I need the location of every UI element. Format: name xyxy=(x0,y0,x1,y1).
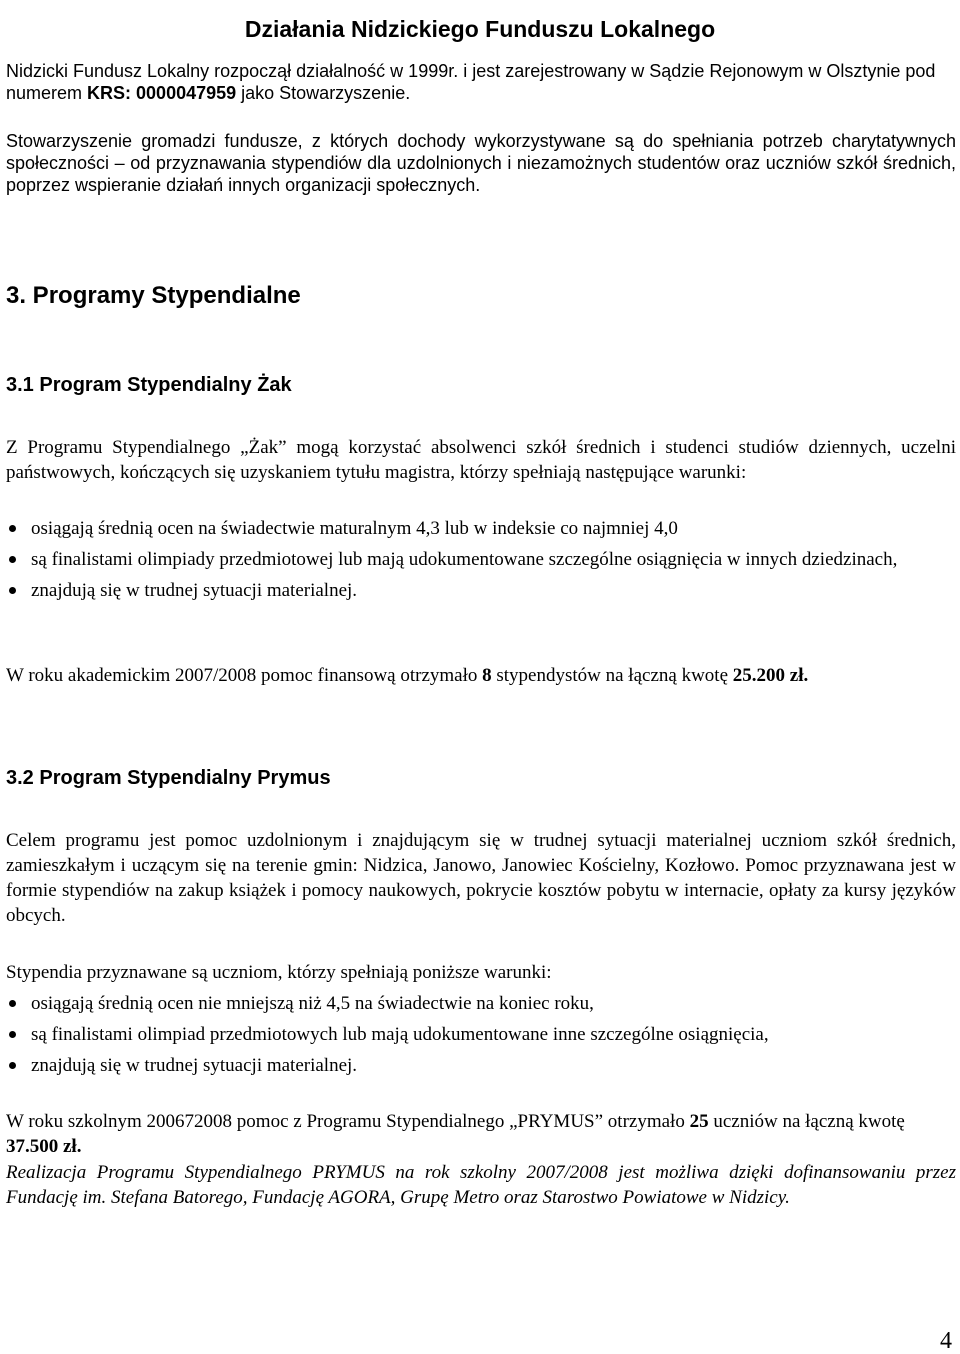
prymus-total-amount: 37.500 zł. xyxy=(6,1136,82,1157)
page-number: 4 xyxy=(940,1328,952,1354)
list-item-text: są finalistami olimpiad przedmiotowych lub mają udokumentowane inne szczególne osiągnięcia, xyxy=(31,1024,769,1045)
prymus-summary-text-b: uczniów na łączną kwotę xyxy=(708,1111,905,1132)
intro-purpose-paragraph: Stowarzyszenie gromadzi fundusze, z których dochody wykorzystywane są do spełniania potrzeb charytatywnych społeczności – od przyznawania stypendiów dla uzdolnionych i niezamożnych studentów oraz uczniów szkół średnich, poprzez wspieranie działań innych organizacji społecznych. xyxy=(6,131,956,195)
bullet-icon xyxy=(9,587,16,594)
prymus-summary-text-a: W roku szkolnym 200672008 pomoc z Programu Stypendialnego „PRYMUS” otrzymało xyxy=(6,1111,690,1132)
intro-registration-paragraph xyxy=(6,60,956,104)
list-item xyxy=(6,991,956,1016)
intro-text-b: jako Stowarzyszenie. xyxy=(236,83,411,103)
intro-text-a: Nidzicki Fundusz Lokalny rozpoczął działalność w 1999r. i jest zarejestrowany w Sądzie Rejonowym w Olsztynie pod numerem xyxy=(6,61,936,103)
section-heading: 3. Programy Stypendialne xyxy=(6,282,301,309)
bullet-icon xyxy=(9,1000,16,1007)
list-item xyxy=(6,547,956,572)
zak-summary-text-b: stypendystów na łączną kwotę xyxy=(491,665,733,686)
list-item-text: osiągają średnią ocen nie mniejszą niż 4,5 na świadectwie na koniec roku, xyxy=(31,993,594,1014)
bullet-icon xyxy=(9,1031,16,1038)
bullet-icon xyxy=(9,1062,16,1069)
zak-conditions-list xyxy=(6,516,956,603)
zak-heading: 3.1 Program Stypendialny Żak xyxy=(6,374,292,396)
prymus-funding-note: Realizacja Programu Stypendialnego PRYMUS na rok szkolny 2007/2008 jest możliwa dzięki dofinansowaniu przez Fundację im. Stefana Batorego, Fundację AGORA, Grupę Metro oraz Starostwo Powiatowe w Nidzicy. xyxy=(6,1162,956,1208)
prymus-student-count: 25 xyxy=(689,1111,709,1132)
prymus-conditions-list xyxy=(6,991,956,1078)
bullet-icon xyxy=(9,525,16,532)
prymus-description: Celem programu jest pomoc uzdolnionym i znajdującym się w trudnej sytuacji materialnej uczniom szkół średnich, zamieszkałym i uczącym się na terenie gmin: Nidzica, Janowo, Janowiec Kościelny, Kozłowo. Pomoc przyznawana jest w formie stypendiów na zakup książek i pomocy naukowych, pokrycie kosztów pobytu w internacie, opłaty za kursy języków obcych. xyxy=(6,830,956,926)
zak-description: Z Programu Stypendialnego „Żak” mogą korzystać absolwenci szkół średnich i studenci studiów dziennych, uczelni państwowych, kończących się uzyskaniem tytułu magistra, którzy spełniają następujące warunki: xyxy=(6,437,956,483)
bullet-icon xyxy=(9,556,16,563)
prymus-conditions-intro: Stypendia przyznawane są uczniom, którzy spełniają poniższe warunki: xyxy=(6,962,552,983)
prymus-heading: 3.2 Program Stypendialny Prymus xyxy=(6,767,331,789)
prymus-summary xyxy=(6,1109,956,1159)
list-item-text: osiągają średnią ocen na świadectwie maturalnym 4,3 lub w indeksie co najmniej 4,0 xyxy=(31,518,678,539)
page-title: Działania Nidzickiego Funduszu Lokalnego xyxy=(244,16,716,43)
list-item-text: znajdują się w trudnej sytuacji materialnej. xyxy=(31,1055,358,1076)
krs-number: KRS: 0000047959 xyxy=(87,83,237,103)
zak-summary xyxy=(6,663,956,688)
list-item xyxy=(6,1053,956,1078)
zak-total-amount: 25.200 zł. xyxy=(732,665,809,686)
zak-summary-text-a: W roku akademickim 2007/2008 pomoc finansową otrzymało xyxy=(6,665,483,686)
list-item-text: są finalistami olimpiady przedmiotowej lub mają udokumentowane szczególne osiągnięcia w innych dziedzinach, xyxy=(31,549,898,570)
list-item xyxy=(6,578,956,603)
list-item xyxy=(6,516,956,541)
list-item-text: znajdują się w trudnej sytuacji materialnej. xyxy=(31,580,358,601)
list-item xyxy=(6,1022,956,1047)
zak-scholar-count: 8 xyxy=(482,665,492,686)
